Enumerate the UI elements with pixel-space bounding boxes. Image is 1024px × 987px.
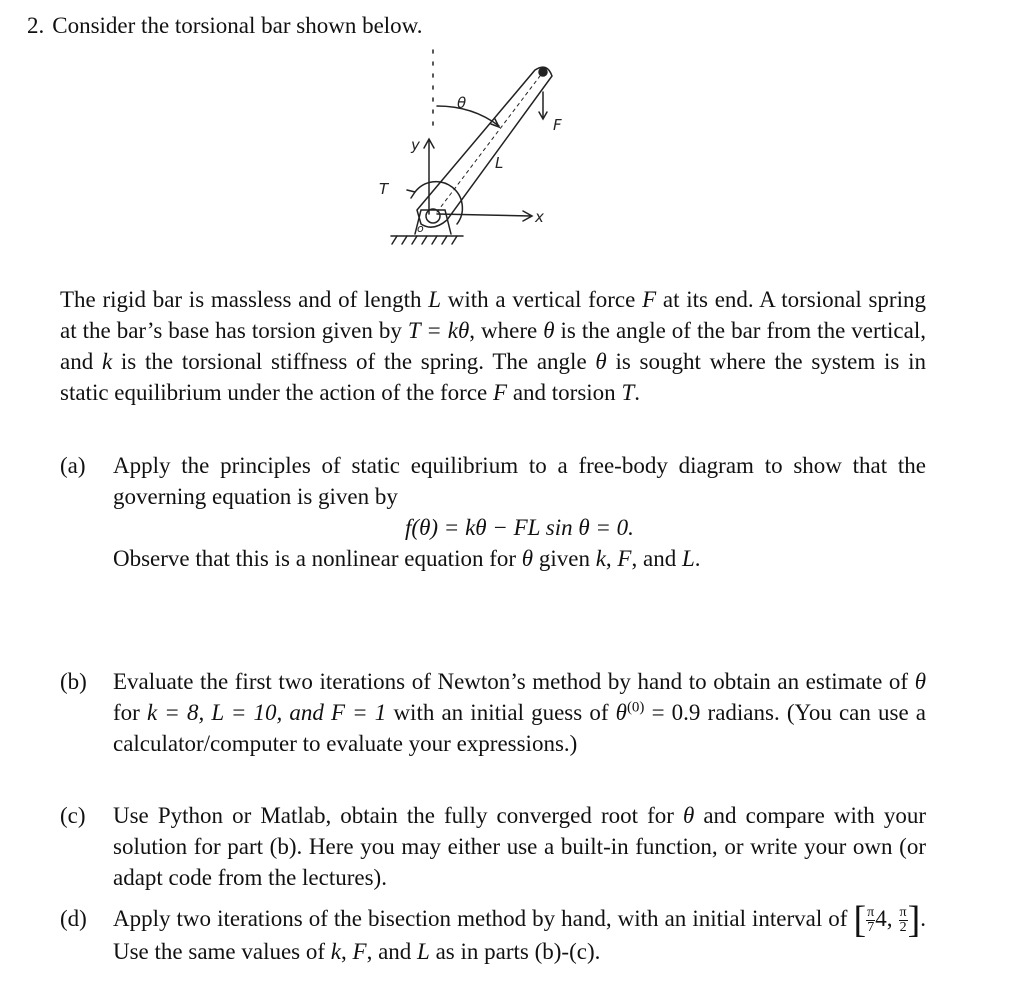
question-number: 2. [27, 13, 45, 38]
part-a-text: Apply the principles of static equilibrium to a free-body diagram to show that the governing equation is given by [113, 453, 926, 509]
torque-arrow [407, 190, 415, 198]
fig-label-origin: o [417, 222, 424, 235]
fig-label-y: y [411, 136, 420, 154]
intro-paragraph: The rigid bar is massless and of length L with a vertical force F at its end. A torsional spring at the bar’s base has torsion given by T = kθ, where θ is the angle of the bar from the vertical, and k is the torsional stiffness of the spring. The angle θ is sought where the system is in static equilibrium under the action of the force F and torsion T. [60, 287, 926, 405]
part-d-label: (d) [60, 906, 87, 931]
bar-tip-pin [539, 68, 547, 76]
part-c [60, 800, 926, 893]
part-b-text: Evaluate the first two iterations of Newton’s method by hand to obtain an estimate of θ for k = 8, L = 10, and F = 1 with an initial guess of $\theta^{(0)} = 0.9$ radians. (You can use a calculator/computer to evaluate your expressions.) [113, 669, 926, 756]
ground-hatch [392, 236, 457, 244]
part-d-text: Apply two iterations of the bisection method by hand, with an initial interval of [ $\frac{\pi}{7}$ 4, $\frac{\pi}{2}$ ]. Use the same values of k, F, and L as in parts (b)-(c). [113, 899, 927, 965]
part-c-text: Use Python or Matlab, obtain the fully converged root for θ and compare with your solution for part (b). Here you may either use a built-in function, or write your own (or adapt code from the lectures). [113, 803, 926, 890]
fig-label-x: x [535, 208, 544, 226]
pivot-pin [426, 209, 440, 223]
bisection-interval: [ $\frac{\pi}{7}$ 4, $\frac{\pi}{2}$ ] [853, 899, 921, 942]
fig-label-L: L [495, 154, 504, 172]
part-a-observation: Observe that this is a nonlinear equation for θ given k, F, and L. [113, 546, 701, 571]
part-a [60, 450, 926, 574]
part-b [60, 666, 926, 759]
fig-label-F: F [553, 116, 562, 134]
bar-centerline [437, 72, 543, 212]
part-a-label: (a) [60, 453, 86, 478]
parameter-values: k = 8, L = 10, and F = 1 [146, 700, 387, 725]
question-title: Consider the torsional bar shown below. [52, 13, 423, 38]
torsional-bar-diagram [355, 44, 595, 254]
torsion-equation: T = kθ [407, 318, 470, 343]
part-d [60, 899, 927, 967]
part-b-label: (b) [60, 669, 87, 694]
governing-equation: f(θ) = kθ − FL sin θ = 0. [405, 515, 634, 540]
part-c-label: (c) [60, 803, 86, 828]
rigid-bar [417, 67, 552, 227]
initial-guess-value: = 0.9 [644, 700, 701, 725]
fig-label-T: T [379, 180, 389, 198]
fig-label-theta: θ [457, 94, 467, 112]
torsional-bar-figure [355, 44, 595, 254]
question-heading [27, 10, 423, 41]
